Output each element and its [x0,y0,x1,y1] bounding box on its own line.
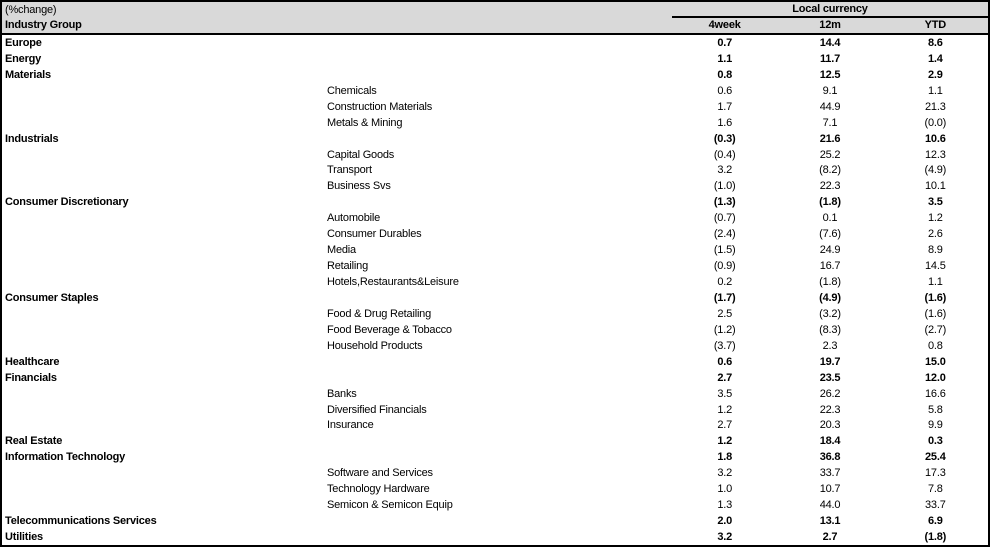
industry-group-label: Financials [5,371,57,384]
table-row [2,210,988,226]
row-values [672,101,988,113]
value-cell: 20.3 [819,419,841,432]
table-row [2,481,988,497]
table-row [2,131,988,147]
value-cell: (1.8) [819,276,841,289]
row-values [672,133,988,145]
table-row [2,226,988,242]
value-cell: 23.5 [819,371,841,384]
row-values [672,483,988,495]
table-row [2,163,988,179]
value-cell: 2.7 [717,419,733,432]
value-cell: 11.7 [819,52,840,65]
table-row [2,513,988,529]
column-header-ytd: YTD [924,19,947,31]
table-row [2,147,988,163]
industry-sub-label: Technology Hardware [327,483,430,496]
table-row [2,402,988,418]
value-cell: (8.3) [819,323,841,336]
table-row [2,338,988,354]
table-row [2,354,988,370]
value-cell: 1.7 [717,100,733,113]
table-row [2,115,988,131]
value-cell: 0.6 [717,355,733,368]
table-row [2,194,988,210]
value-cell: 12.0 [925,371,946,384]
value-cell: 9.1 [822,84,838,97]
industry-sub-label: Semicon & Semicon Equip [327,499,453,512]
industry-group-label: Real Estate [5,435,63,448]
value-cell: 8.6 [927,36,943,49]
value-cell: 10.6 [925,132,946,145]
table-row [2,83,988,99]
value-cell: 2.6 [927,228,943,241]
value-cell: 26.2 [819,387,841,400]
row-values [672,117,988,129]
value-cell: 1.2 [717,403,733,416]
value-cell: 0.8 [717,68,733,81]
industry-group-label: Utilities [5,531,43,544]
row-values [672,164,988,176]
value-cell: (1.2) [713,323,736,336]
industry-group-label: Industrials [5,132,59,145]
value-cell: 8.9 [927,244,943,257]
value-cell: 24.9 [819,244,841,257]
table-row [2,449,988,465]
industry-sub-label: Diversified Financials [327,403,427,416]
row-values [672,149,988,161]
row-values [672,260,988,272]
row-values [672,244,988,256]
value-cell: 10.1 [925,180,946,193]
value-cell: 2.3 [822,339,838,352]
industry-group-label: Materials [5,68,51,81]
row-values [672,53,988,65]
value-cell: 16.6 [925,387,946,400]
table-row [2,418,988,434]
table-row [2,465,988,481]
value-cell: 0.1 [822,212,838,225]
industry-group-label: Europe [5,36,42,49]
value-cell: 25.2 [819,148,841,161]
value-cell: 13.1 [819,515,841,528]
value-cell: (1.8) [924,531,947,544]
table-header [2,2,988,35]
value-cell: 1.4 [927,52,943,65]
value-cell: 9.9 [927,419,943,432]
value-cell: 12.5 [819,68,841,81]
industry-sub-label: Retailing [327,260,369,273]
value-cell: 3.5 [717,387,733,400]
value-cell: (1.6) [924,291,947,304]
header-row-columns [2,18,988,33]
industry-group-header: Industry Group [5,19,82,31]
value-cell: 0.7 [717,36,733,49]
industry-sub-label: Household Products [327,339,423,352]
value-cell: 12.3 [925,148,946,161]
value-cell: 1.2 [927,212,943,225]
row-values [672,451,988,463]
value-cell: (1.5) [713,244,736,257]
industry-sub-label: Transport [327,164,372,177]
row-values [672,467,988,479]
table-row [2,242,988,258]
value-cell: 44.9 [819,100,841,113]
value-cell: 0.2 [717,276,733,289]
value-cell: 21.3 [925,100,946,113]
industry-sub-label: Automobile [327,212,381,225]
header-row-change [2,2,988,18]
value-cell: 19.7 [819,355,841,368]
table-row [2,306,988,322]
value-cell: 0.3 [927,435,943,448]
value-cell: (1.8) [819,196,841,209]
value-cell: (0.0) [924,116,947,129]
value-cell: 14.4 [819,36,841,49]
value-cell: 2.5 [717,307,733,320]
industry-group-label: Consumer Staples [5,291,99,304]
industry-group-label: Telecommunications Services [5,515,157,528]
value-cell: 2.7 [717,371,733,384]
row-values [672,356,988,368]
value-cell: 1.1 [717,52,733,65]
value-cell: (1.0) [713,180,736,193]
value-cell: (1.6) [924,307,947,320]
value-cell: (8.2) [819,164,841,177]
row-values [672,276,988,288]
industry-sub-label: Media [327,244,356,257]
row-values [672,324,988,336]
industry-group-label: Information Technology [5,451,126,464]
value-cell: 1.3 [717,499,733,512]
row-values [672,37,988,49]
value-cell: 7.8 [927,483,943,496]
value-cell: (1.7) [713,291,736,304]
row-values [672,419,988,431]
value-cell: 0.8 [927,339,943,352]
value-cell: (7.6) [819,228,841,241]
row-values [672,435,988,447]
value-cell: (3.2) [819,307,841,320]
value-cell: 2.0 [717,515,733,528]
local-currency-label: Local currency [672,2,988,18]
column-header-4week: 4week [708,19,741,31]
row-values [672,515,988,527]
value-cell: 10.7 [819,483,841,496]
table-body [2,35,988,545]
industry-sub-label: Hotels,Restaurants&Leisure [327,276,459,289]
value-cell: 22.3 [819,180,841,193]
value-cell: (0.3) [713,132,736,145]
value-cell: 0.6 [717,84,733,97]
table-row [2,386,988,402]
table-row [2,433,988,449]
value-cell: 44.0 [819,499,841,512]
table-row [2,67,988,83]
industry-sub-label: Metals & Mining [327,116,403,129]
value-cell: 36.8 [819,451,841,464]
table-row [2,35,988,51]
value-cell: 1.0 [717,483,733,496]
row-values [672,212,988,224]
row-values [672,180,988,192]
value-cell: (2.4) [713,228,736,241]
value-cell: 15.0 [925,355,946,368]
industry-sub-label: Food Beverage & Tobacco [327,323,452,336]
value-cell: 14.5 [925,260,946,273]
value-cell: 3.2 [717,531,733,544]
industry-sub-label: Construction Materials [327,100,433,113]
value-cell: 21.6 [819,132,841,145]
table-row [2,99,988,115]
industry-sub-label: Chemicals [327,84,377,97]
row-values [672,196,988,208]
value-cell: 3.2 [717,467,733,480]
row-values [672,228,988,240]
value-cell: 1.6 [717,116,733,129]
table-row [2,51,988,67]
value-cell: (1.3) [713,196,736,209]
value-cell: 7.1 [822,116,838,129]
industry-sub-label: Food & Drug Retailing [327,307,432,320]
row-values [672,531,988,543]
value-cell: 1.8 [717,451,733,464]
table-row [2,274,988,290]
industry-group-label: Energy [5,52,42,65]
table-row [2,529,988,545]
table-row [2,258,988,274]
value-cell: 25.4 [925,451,946,464]
industry-group-label: Consumer Discretionary [5,196,129,209]
value-cell: 16.7 [819,260,841,273]
value-cell: 33.7 [925,499,946,512]
value-cell: (0.7) [713,212,736,225]
table-row [2,322,988,338]
industry-sub-label: Software and Services [327,467,433,480]
value-cell: (0.9) [713,260,736,273]
table-row [2,178,988,194]
row-values [672,499,988,511]
column-header-12m: 12m [819,19,841,31]
industry-group-label: Healthcare [5,355,60,368]
value-cell: 17.3 [925,467,946,480]
change-label: (%change) [5,4,57,16]
row-values [672,308,988,320]
row-values [672,340,988,352]
value-cell: 2.9 [927,68,943,81]
value-cell: 5.8 [927,403,943,416]
table-row [2,497,988,513]
value-cell: 3.5 [927,196,943,209]
industry-sub-label: Capital Goods [327,148,395,161]
row-values [672,85,988,97]
value-cell: 3.2 [717,164,733,177]
value-cell: 2.7 [822,531,838,544]
value-cell: 1.1 [927,84,943,97]
industry-sub-label: Banks [327,387,357,400]
value-cell: 1.2 [717,435,733,448]
row-values [672,69,988,81]
value-cell: (4.9) [819,291,841,304]
row-values [672,292,988,304]
value-cell: (2.7) [924,323,947,336]
value-cell: 18.4 [819,435,841,448]
table-row [2,370,988,386]
value-cell: (3.7) [713,339,736,352]
industry-sub-label: Business Svs [327,180,391,193]
row-values [672,404,988,416]
row-values [672,388,988,400]
value-cell: 22.3 [819,403,841,416]
table-row [2,290,988,306]
value-cell: (4.9) [924,164,947,177]
column-headers [672,18,988,33]
value-cell: 6.9 [927,515,943,528]
value-cell: 33.7 [819,467,841,480]
industry-sub-label: Consumer Durables [327,228,422,241]
value-cell: (0.4) [713,148,736,161]
row-values [672,372,988,384]
industry-sub-label: Insurance [327,419,374,432]
value-cell: 1.1 [927,276,943,289]
